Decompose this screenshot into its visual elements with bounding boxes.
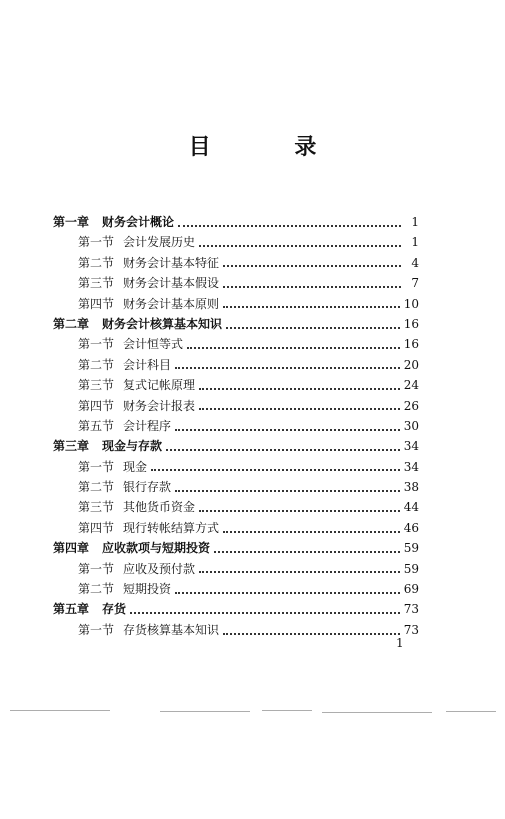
dot-leader xyxy=(223,305,400,308)
toc-entry-label: 第三节 xyxy=(78,378,115,393)
toc-entry-title: 财务会计报表 xyxy=(123,398,196,413)
toc-entry-page: 7 xyxy=(411,276,419,291)
dot-leader xyxy=(175,366,400,369)
dot-leader xyxy=(175,489,400,492)
toc-entry-title: 财务会计基本原则 xyxy=(123,296,220,311)
toc-section-row[interactable] xyxy=(53,232,419,252)
toc-entry-page: 34 xyxy=(403,439,419,454)
toc-entry-label: 第一章 xyxy=(53,215,90,229)
toc-entry-label: 第四节 xyxy=(78,398,115,413)
toc-entry-label: 第三节 xyxy=(78,500,115,515)
toc-entry-page: 20 xyxy=(403,357,419,372)
scan-edge-line xyxy=(322,712,432,713)
dot-leader xyxy=(223,285,401,288)
toc-section-row[interactable] xyxy=(53,477,419,497)
toc-chapter-row[interactable] xyxy=(53,599,419,619)
toc-entry-page: 38 xyxy=(403,480,419,495)
toc-entry-page: 30 xyxy=(403,418,419,433)
toc-chapter-row[interactable] xyxy=(53,436,419,456)
toc-entry-page: 73 xyxy=(403,602,419,617)
dot-leader xyxy=(214,550,400,553)
toc-entry-page: 10 xyxy=(403,296,419,311)
table-of-contents xyxy=(53,212,419,640)
toc-entry-title: 会计程序 xyxy=(123,418,172,433)
toc-entry-label: 第三章 xyxy=(53,439,90,454)
toc-entry-label: 第四章 xyxy=(53,541,90,556)
toc-entry-page: 24 xyxy=(403,378,419,393)
toc-entry-label: 第一节 xyxy=(78,235,115,250)
toc-entry-label: 第五章 xyxy=(53,602,90,617)
toc-entry-page: 59 xyxy=(403,561,419,576)
scan-edge-line xyxy=(160,711,250,712)
toc-entry-page: 16 xyxy=(403,337,419,352)
toc-entry-title: 财务会计概论 xyxy=(102,215,175,229)
toc-entry-title: 应收款项与短期投资 xyxy=(102,541,211,556)
toc-entry-label: 第五节 xyxy=(78,418,115,433)
toc-entry-page: 44 xyxy=(403,500,419,515)
dot-leader xyxy=(187,346,400,349)
toc-section-row[interactable] xyxy=(53,620,419,640)
toc-entry-page: 73 xyxy=(403,622,419,637)
toc-entry-page: 34 xyxy=(403,459,419,474)
toc-entry-label: 第三节 xyxy=(78,276,115,291)
toc-entry-page: 69 xyxy=(403,582,419,597)
dot-leader xyxy=(166,448,400,451)
scan-edge-line xyxy=(10,710,110,711)
toc-entry-page: 16 xyxy=(403,316,419,331)
toc-chapter-row[interactable] xyxy=(53,538,419,558)
toc-entry-label: 第一节 xyxy=(78,459,115,474)
toc-entry-title: 现金与存款 xyxy=(102,439,163,454)
toc-section-row[interactable] xyxy=(53,396,419,416)
toc-entry-label: 第二节 xyxy=(78,582,115,597)
toc-section-row[interactable] xyxy=(53,416,419,436)
scan-edge-line xyxy=(262,710,312,711)
toc-entry-page: 4 xyxy=(411,255,419,270)
toc-section-row[interactable] xyxy=(53,457,419,477)
dot-leader xyxy=(175,428,400,431)
toc-entry-page: 1 xyxy=(411,215,419,229)
toc-entry-label: 第二节 xyxy=(78,255,115,270)
dot-leader xyxy=(130,611,400,614)
dot-leader xyxy=(199,407,400,410)
dot-leader xyxy=(226,326,400,329)
toc-section-row[interactable] xyxy=(53,355,419,375)
page-title: 目 录 xyxy=(188,134,355,160)
toc-section-row[interactable] xyxy=(53,518,419,538)
toc-entry-label: 第一节 xyxy=(78,622,115,637)
dot-leader xyxy=(199,570,400,573)
toc-entry-title: 财务会计基本特征 xyxy=(123,255,220,270)
toc-entry-page: 59 xyxy=(403,541,419,556)
dot-leader xyxy=(223,632,400,635)
toc-entry-label: 第二节 xyxy=(78,357,115,372)
dot-leader xyxy=(178,224,401,227)
dot-leader xyxy=(223,530,400,533)
toc-entry-title: 其他货币资金 xyxy=(123,500,196,515)
dot-leader xyxy=(199,509,400,512)
toc-entry-page: 26 xyxy=(403,398,419,413)
dot-leader xyxy=(223,264,401,267)
toc-entry-title: 银行存款 xyxy=(123,480,172,495)
toc-section-row[interactable] xyxy=(53,253,419,273)
toc-section-row[interactable] xyxy=(53,334,419,354)
dot-leader xyxy=(151,468,400,471)
toc-chapter-row[interactable] xyxy=(53,314,419,334)
toc-section-row[interactable] xyxy=(53,497,419,517)
toc-section-row[interactable] xyxy=(53,294,419,314)
toc-section-row[interactable] xyxy=(53,559,419,579)
toc-entry-title: 现金 xyxy=(123,459,148,474)
dot-leader xyxy=(199,387,400,390)
toc-entry-title: 会计科目 xyxy=(123,357,172,372)
toc-chapter-row[interactable] xyxy=(53,212,419,232)
toc-section-row[interactable] xyxy=(53,579,419,599)
toc-entry-title: 财务会计基本假设 xyxy=(123,276,220,291)
toc-entry-title: 会计恒等式 xyxy=(123,337,184,352)
toc-entry-title: 短期投资 xyxy=(123,582,172,597)
toc-entry-title: 财务会计核算基本知识 xyxy=(102,316,223,331)
scan-edge-line xyxy=(446,711,496,712)
toc-entry-title: 会计发展历史 xyxy=(123,235,196,250)
toc-entry-page: 1 xyxy=(411,235,419,250)
toc-entry-label: 第四节 xyxy=(78,296,115,311)
toc-entry-title: 复式记帐原理 xyxy=(123,378,196,393)
toc-entry-label: 第二节 xyxy=(78,480,115,495)
toc-entry-title: 现行转帐结算方式 xyxy=(123,520,220,535)
toc-entry-title: 存货核算基本知识 xyxy=(123,622,220,637)
toc-entry-label: 第一节 xyxy=(78,337,115,352)
toc-section-row[interactable] xyxy=(53,273,419,293)
toc-section-row[interactable] xyxy=(53,375,419,395)
toc-entry-label: 第一节 xyxy=(78,561,115,576)
toc-entry-label: 第二章 xyxy=(53,316,90,331)
dot-leader xyxy=(199,244,401,247)
page-number: 1 xyxy=(396,636,404,650)
dot-leader xyxy=(175,591,400,594)
toc-entry-label: 第四节 xyxy=(78,520,115,535)
toc-entry-title: 存货 xyxy=(102,602,127,617)
toc-entry-title: 应收及预付款 xyxy=(123,561,196,576)
toc-entry-page: 46 xyxy=(403,520,419,535)
